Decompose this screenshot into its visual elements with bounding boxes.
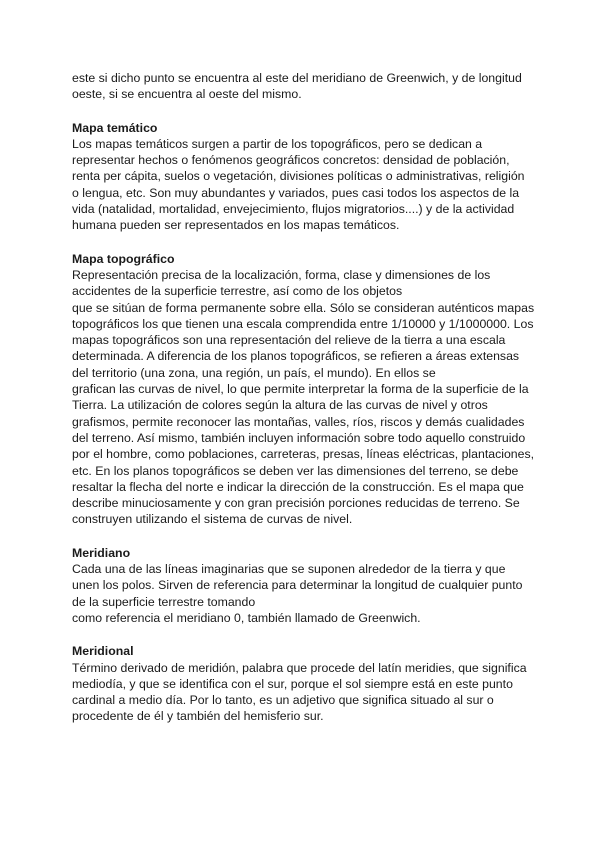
section-line: grafismos, permite reconocer las montañas, valles, ríos, riscos y demás cualidades <box>72 414 525 429</box>
sections-container <box>72 120 535 725</box>
section-line: mapas topográficos son una representación del relieve de la tierra a una escala <box>72 333 506 348</box>
section-line: mediodía, y que se identifica con el sur, porque el sol siempre está en este punto <box>72 676 513 691</box>
section-line: Término derivado de meridión, palabra que procede del latín meridies, que significa <box>72 660 527 675</box>
section-line: Tierra. La utilización de colores según la altura de las curvas de nivel y otros <box>72 398 488 413</box>
section-line: que se sitúan de forma permanente sobre ella. Sólo se consideran auténticos mapas <box>72 300 535 315</box>
section-line: renta per cápita, suelos o vegetación, divisiones políticas o administrativas, religión <box>72 169 525 184</box>
section-body <box>72 660 532 725</box>
definition-section <box>72 545 532 626</box>
section-body <box>72 267 535 528</box>
section-line: etc. En los planos topográficos se deben ver las dimensiones del terreno, se debe <box>72 463 519 478</box>
section-line: del terreno. Así mismo, también incluyen información sobre todo aquello construido <box>72 430 526 445</box>
section-line: procedente de él y también del hemisferio sur. <box>72 709 324 724</box>
section-line: unen los polos. Sirven de referencia para determinar la longitud de cualquier punto <box>72 578 523 593</box>
section-body <box>72 136 532 234</box>
document-page <box>72 70 535 742</box>
section-heading: Meridional <box>72 644 134 659</box>
section-line: Representación precisa de la localización, forma, clase y dimensiones de los <box>72 267 491 282</box>
intro-paragraph <box>72 70 532 103</box>
section-line: humana pueden ser representados en los mapas temáticos. <box>72 218 400 233</box>
section-line: de la superficie terrestre tomando <box>72 594 256 609</box>
section-line: Los mapas temáticos surgen a partir de los topográficos, pero se dedican a <box>72 136 483 151</box>
definition-section <box>72 251 535 528</box>
section-line: o lengua, etc. Son muy abundantes y variados, pues casi todos los aspectos de la <box>72 185 520 200</box>
section-line: topográficos los que tienen una escala comprendida entre 1/10000 y 1/1000000. Los <box>72 316 534 331</box>
section-line: por el hombre, como poblaciones, carreteras, presas, líneas eléctricas, plantaciones, <box>72 447 535 462</box>
section-body <box>72 561 532 626</box>
section-line: del territorio (una zona, una región, un país, el mundo). En ellos se <box>72 365 436 380</box>
section-line: construyen utilizando el sistema de curvas de nivel. <box>72 512 353 527</box>
intro-line: oeste, si se encuentra al oeste del mismo. <box>72 87 302 102</box>
intro-line: este si dicho punto se encuentra al este del meridiano de Greenwich, y de longitud <box>72 71 522 85</box>
section-line: determinada. A diferencia de los planos topográficos, se refieren a áreas extensas <box>72 349 520 364</box>
definition-section <box>72 643 532 724</box>
section-line: representar hechos o fenómenos geográficos concretos: densidad de población, <box>72 153 510 168</box>
section-line: Cada una de las líneas imaginarias que se suponen alrededor de la tierra y que <box>72 562 506 577</box>
section-line: como referencia el meridiano 0, también llamado de Greenwich. <box>72 610 421 625</box>
section-line: cardinal a medio día. Por lo tanto, es un adjetivo que significa situado al sur o <box>72 693 494 708</box>
section-line: vida (natalidad, mortalidad, envejecimiento, flujos migratorios....) y de la actividad <box>72 202 515 217</box>
section-heading: Meridiano <box>72 545 131 560</box>
section-line: grafican las curvas de nivel, lo que permite interpretar la forma de la superficie de la <box>72 382 529 397</box>
section-line: resaltar la flecha del norte e indicar la dirección de la construcción. Es el mapa que <box>72 479 524 494</box>
section-heading: Mapa topográfico <box>72 251 175 266</box>
section-line: accidentes de la superficie terrestre, así como de los objetos <box>72 284 403 299</box>
definition-section <box>72 120 532 234</box>
section-line: describe minuciosamente y con gran precisión porciones reducidas de terreno. Se <box>72 496 520 511</box>
section-heading: Mapa temático <box>72 120 158 135</box>
